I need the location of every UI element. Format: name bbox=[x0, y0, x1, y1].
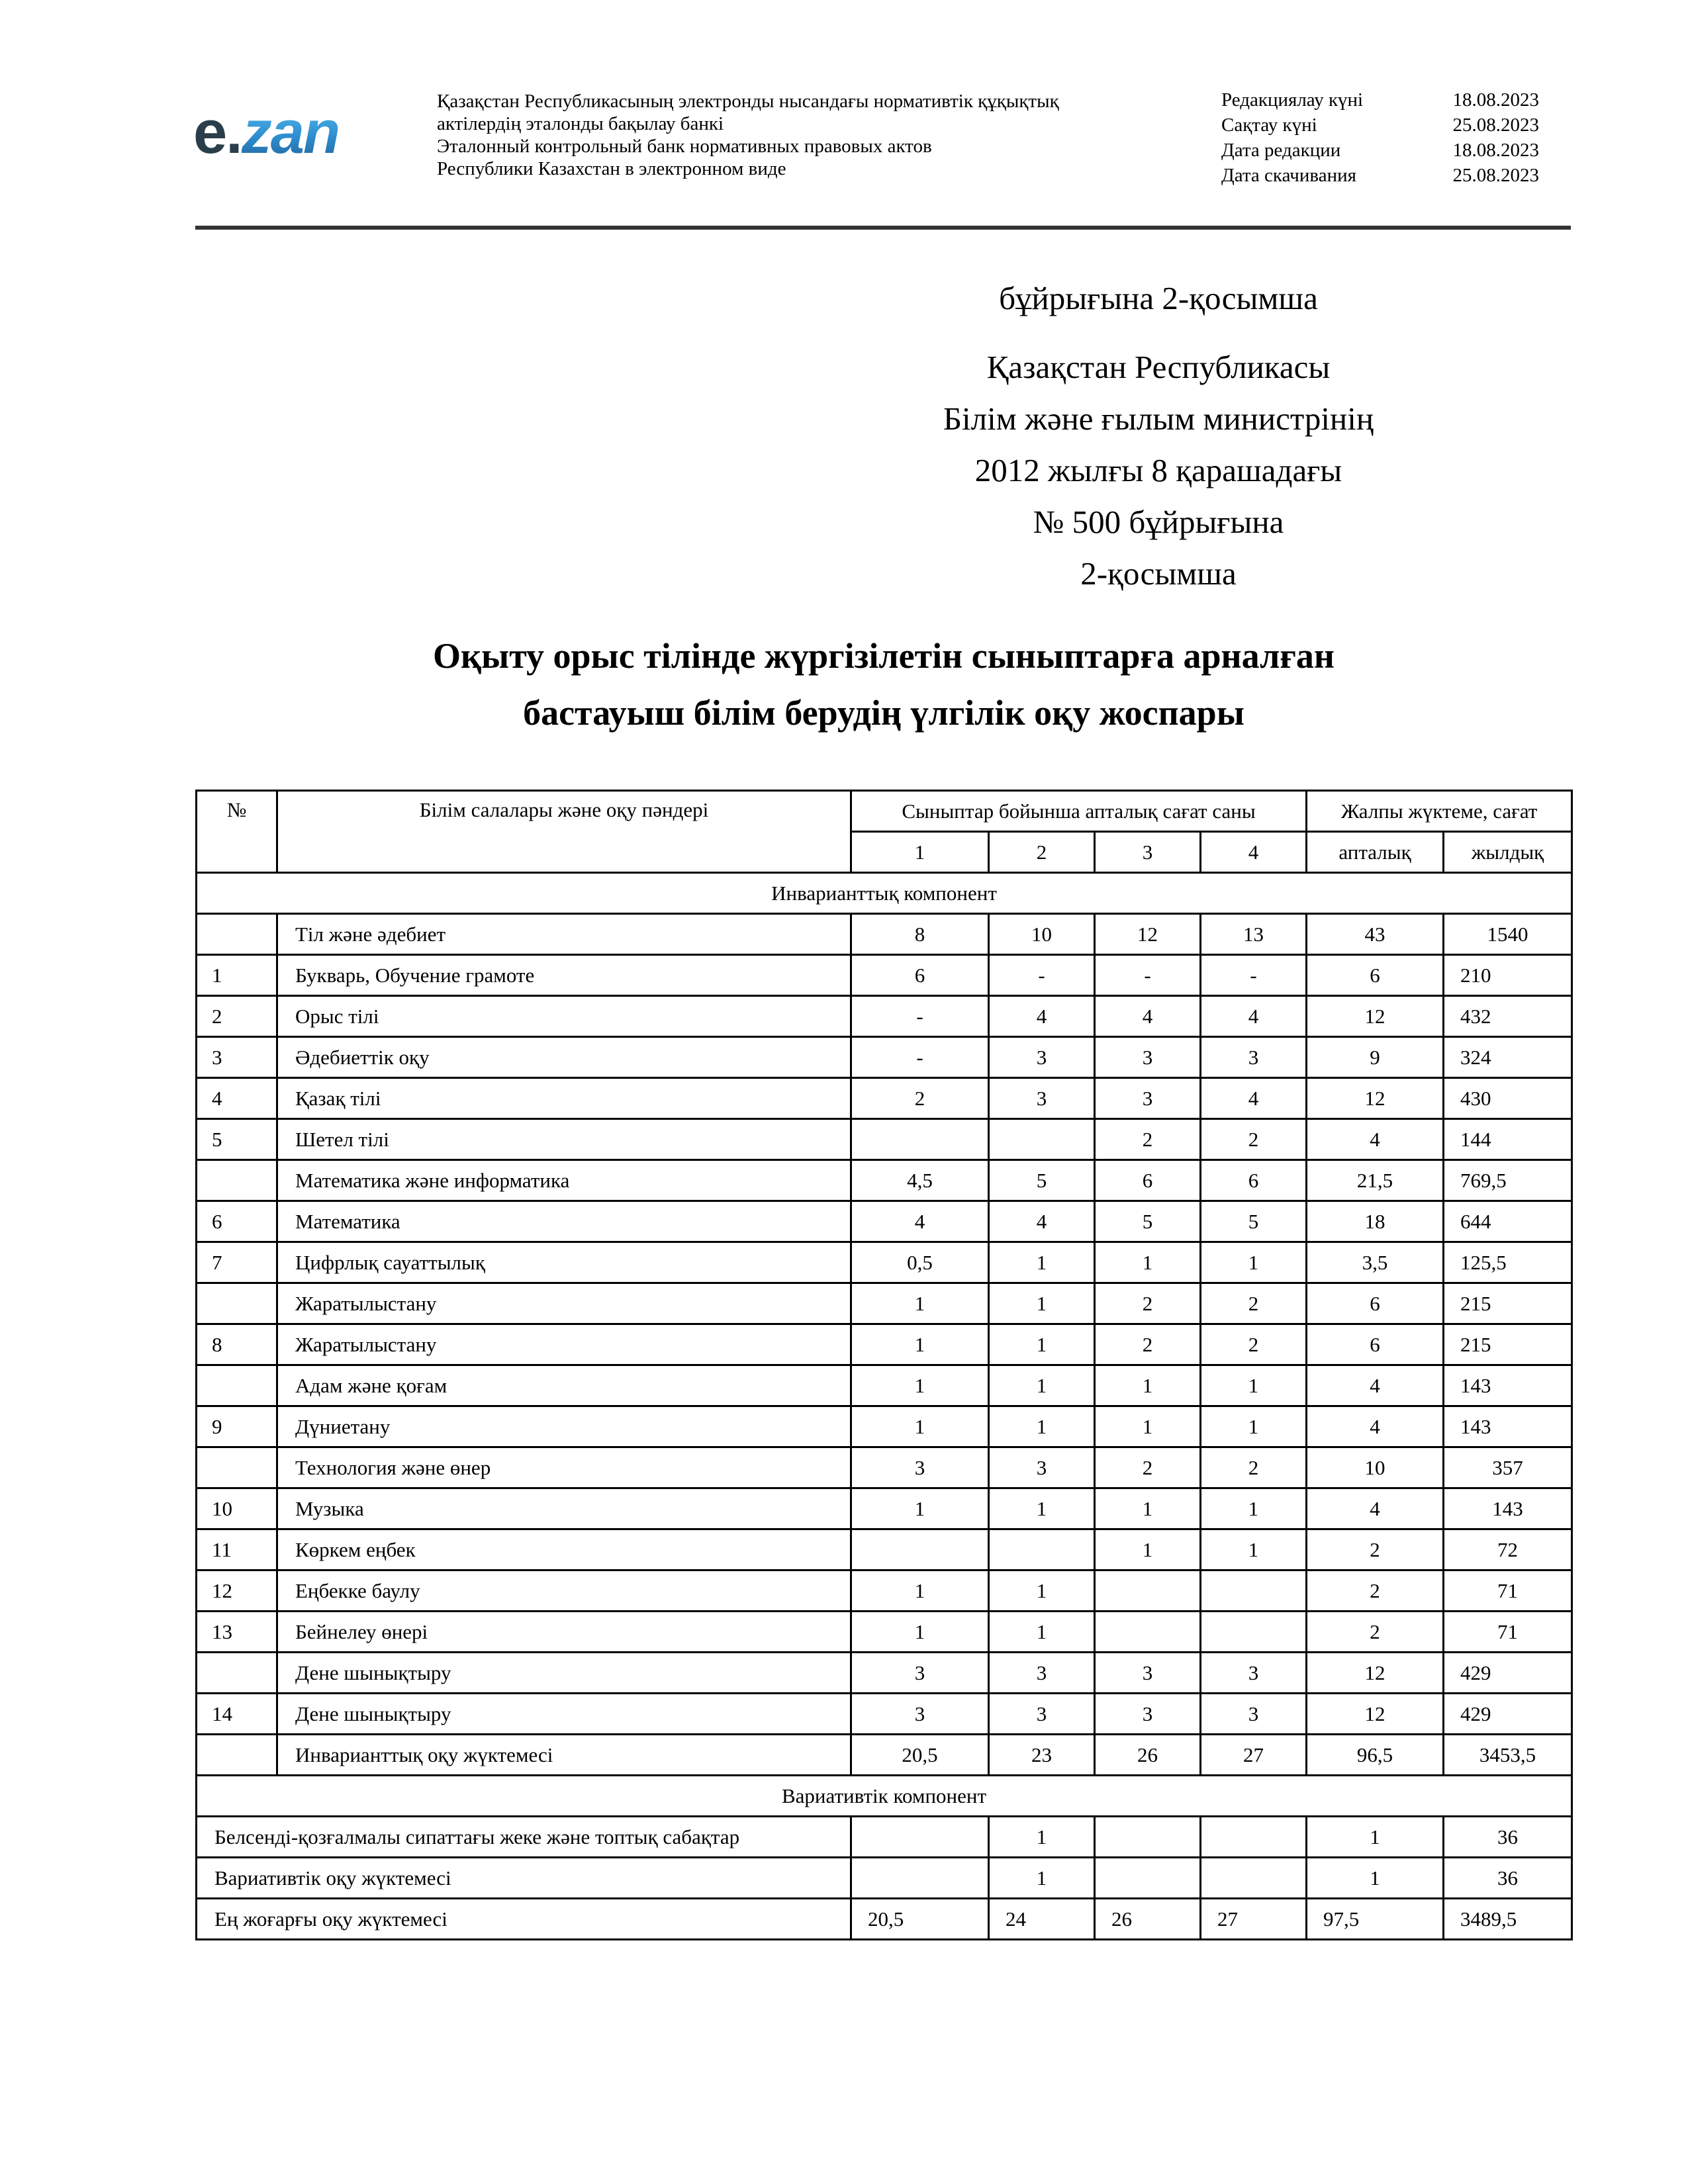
yearly-total: 72 bbox=[1444, 1529, 1572, 1570]
subject-name: Шетел тілі bbox=[277, 1119, 851, 1160]
grade-2-hours: 1 bbox=[989, 1488, 1095, 1529]
grade-1-hours: 1 bbox=[851, 1283, 989, 1324]
subject-group-row bbox=[197, 1160, 1572, 1201]
yearly-total: 430 bbox=[1444, 1078, 1572, 1119]
yearly-total: 429 bbox=[1444, 1694, 1572, 1735]
grade-4-hours: 2 bbox=[1201, 1119, 1307, 1160]
subject-name: Адам және қоғам bbox=[277, 1365, 851, 1406]
grade-3-hours: 6 bbox=[1095, 1160, 1201, 1201]
col-header-number: № bbox=[197, 791, 277, 873]
row-number: 6 bbox=[197, 1201, 277, 1242]
grade-4-hours: 3 bbox=[1201, 1653, 1307, 1694]
subject-name: Тіл және әдебиет bbox=[277, 914, 851, 955]
grade-2-hours: 1 bbox=[989, 1242, 1095, 1283]
yearly-total: 125,5 bbox=[1444, 1242, 1572, 1283]
subject-row bbox=[197, 955, 1572, 996]
grade-1-hours bbox=[851, 1858, 989, 1899]
grade-3-hours: 26 bbox=[1095, 1735, 1201, 1776]
subject-name: Музыка bbox=[277, 1488, 851, 1529]
col-header-yearly: жылдық bbox=[1444, 832, 1572, 873]
section-invariant: Инварианттық компонент bbox=[197, 873, 1572, 914]
subject-row bbox=[197, 1037, 1572, 1078]
grade-2-hours: 3 bbox=[989, 1653, 1095, 1694]
yearly-total: 71 bbox=[1444, 1612, 1572, 1653]
weekly-total: 1 bbox=[1307, 1817, 1444, 1858]
subject-name: Қазақ тілі bbox=[277, 1078, 851, 1119]
header-divider bbox=[195, 226, 1571, 230]
grade-3-hours: 2 bbox=[1095, 1447, 1201, 1488]
row-number: 5 bbox=[197, 1119, 277, 1160]
grade-4-hours: 2 bbox=[1201, 1324, 1307, 1365]
grade-3-hours: 3 bbox=[1095, 1037, 1201, 1078]
weekly-total: 18 bbox=[1307, 1201, 1444, 1242]
subject-name: Әдебиеттік оқу bbox=[277, 1037, 851, 1078]
weekly-total: 6 bbox=[1307, 1324, 1444, 1365]
grade-4-hours: 13 bbox=[1201, 914, 1307, 955]
subject-name: Бейнелеу өнері bbox=[277, 1612, 851, 1653]
subject-row bbox=[197, 1570, 1572, 1612]
grade-4-hours: 2 bbox=[1201, 1447, 1307, 1488]
yearly-total: 429 bbox=[1444, 1653, 1572, 1694]
weekly-total: 12 bbox=[1307, 996, 1444, 1037]
subject-row bbox=[197, 1078, 1572, 1119]
row-number: 12 bbox=[197, 1570, 277, 1612]
grade-3-hours: 3 bbox=[1095, 1078, 1201, 1119]
grade-3-hours bbox=[1095, 1858, 1201, 1899]
weekly-total: 2 bbox=[1307, 1529, 1444, 1570]
weekly-total: 12 bbox=[1307, 1653, 1444, 1694]
grade-3-hours: 2 bbox=[1095, 1119, 1201, 1160]
subject-group-row bbox=[197, 1283, 1572, 1324]
row-number: 14 bbox=[197, 1694, 277, 1735]
yearly-total: 3453,5 bbox=[1444, 1735, 1572, 1776]
grade-1-hours: 3 bbox=[851, 1694, 989, 1735]
grade-4-hours: 1 bbox=[1201, 1529, 1307, 1570]
yearly-total: 210 bbox=[1444, 955, 1572, 996]
grade-1-hours: 2 bbox=[851, 1078, 989, 1119]
col-header-weekly: апталық bbox=[1307, 832, 1444, 873]
grade-4-hours: 6 bbox=[1201, 1160, 1307, 1201]
registry-line: Қазақстан Республикасының электронды нысандағы нормативтік құқықтық bbox=[437, 91, 1059, 112]
weekly-total: 1 bbox=[1307, 1858, 1444, 1899]
subject-name: Цифрлық сауаттылық bbox=[277, 1242, 851, 1283]
grade-2-hours: 23 bbox=[989, 1735, 1095, 1776]
grade-3-hours: 1 bbox=[1095, 1406, 1201, 1447]
row-number bbox=[197, 1283, 277, 1324]
max-yearly: 3489,5 bbox=[1444, 1899, 1572, 1940]
registry-line: Республики Казахстан в электронном виде bbox=[437, 158, 786, 179]
weekly-total: 2 bbox=[1307, 1570, 1444, 1612]
grade-1-hours: 1 bbox=[851, 1406, 989, 1447]
subject-name: Технология және өнер bbox=[277, 1447, 851, 1488]
subject-name: Математика және информатика bbox=[277, 1160, 851, 1201]
weekly-total: 12 bbox=[1307, 1694, 1444, 1735]
max-weekly: 97,5 bbox=[1307, 1899, 1444, 1940]
grade-1-hours: 20,5 bbox=[851, 1735, 989, 1776]
grade-4-hours: 1 bbox=[1201, 1406, 1307, 1447]
grade-2-hours: 4 bbox=[989, 1201, 1095, 1242]
grade-2-hours: 1 bbox=[989, 1365, 1095, 1406]
col-header-grade-3: 3 bbox=[1095, 832, 1201, 873]
subject-name: Еңбекке баулу bbox=[277, 1570, 851, 1612]
grade-2-hours: 3 bbox=[989, 1447, 1095, 1488]
weekly-total: 43 bbox=[1307, 914, 1444, 955]
row-number bbox=[197, 1365, 277, 1406]
row-number: 13 bbox=[197, 1612, 277, 1653]
grade-3-hours: 2 bbox=[1095, 1283, 1201, 1324]
subject-row bbox=[197, 1529, 1572, 1570]
grade-2-hours: 1 bbox=[989, 1858, 1095, 1899]
subject-name: Дене шынықтыру bbox=[277, 1694, 851, 1735]
yearly-total: 215 bbox=[1444, 1283, 1572, 1324]
weekly-total: 4 bbox=[1307, 1406, 1444, 1447]
subject-row bbox=[197, 1488, 1572, 1529]
grade-1-hours: 1 bbox=[851, 1570, 989, 1612]
yearly-total: 36 bbox=[1444, 1817, 1572, 1858]
row-number: 8 bbox=[197, 1324, 277, 1365]
yearly-total: 357 bbox=[1444, 1447, 1572, 1488]
weekly-total: 96,5 bbox=[1307, 1735, 1444, 1776]
weekly-total: 4 bbox=[1307, 1488, 1444, 1529]
subject-name: Көркем еңбек bbox=[277, 1529, 851, 1570]
row-number: 2 bbox=[197, 996, 277, 1037]
registry-line: Эталонный контрольный банк нормативных правовых актов bbox=[437, 136, 932, 157]
save-date-kz: Сақтау күні 25.08.2023 bbox=[1221, 114, 1539, 136]
grade-2-hours: 4 bbox=[989, 996, 1095, 1037]
grade-2-hours: 1 bbox=[989, 1324, 1095, 1365]
ezan-logo: e.zan bbox=[193, 99, 340, 166]
row-number: 1 bbox=[197, 955, 277, 996]
subject-row bbox=[197, 1201, 1572, 1242]
subject-group-row bbox=[197, 1653, 1572, 1694]
col-header-grade-4: 4 bbox=[1201, 832, 1307, 873]
subject-group-row bbox=[197, 1447, 1572, 1488]
grade-3-hours: 5 bbox=[1095, 1201, 1201, 1242]
row-number: 7 bbox=[197, 1242, 277, 1283]
weekly-total: 9 bbox=[1307, 1037, 1444, 1078]
yearly-total: 143 bbox=[1444, 1406, 1572, 1447]
grade-1-hours: 1 bbox=[851, 1324, 989, 1365]
subject-name: Орыс тілі bbox=[277, 996, 851, 1037]
row-number bbox=[197, 914, 277, 955]
weekly-total: 10 bbox=[1307, 1447, 1444, 1488]
yearly-total: 1540 bbox=[1444, 914, 1572, 955]
grade-1-hours: 4,5 bbox=[851, 1160, 989, 1201]
grade-3-hours: 3 bbox=[1095, 1653, 1201, 1694]
grade-3-hours: - bbox=[1095, 955, 1201, 996]
grade-4-hours: 5 bbox=[1201, 1201, 1307, 1242]
max-g3: 26 bbox=[1095, 1899, 1201, 1940]
approval-line-top: бұйрығына 2-қосымша bbox=[999, 280, 1318, 316]
col-header-total-load: Жалпы жүктеме, сағат bbox=[1307, 791, 1572, 832]
yearly-total: 432 bbox=[1444, 996, 1572, 1037]
row-number bbox=[197, 1447, 277, 1488]
col-header-subject: Білім салалары және оқу пәндері bbox=[277, 791, 851, 873]
approval-block: Қазақстан Республикасы Білім және ғылым министрінің 2012 жылғы 8 қарашадағы № 500 бұйрығына 2-қосымша bbox=[943, 349, 1374, 592]
yearly-total: 143 bbox=[1444, 1488, 1572, 1529]
grade-2-hours: 10 bbox=[989, 914, 1095, 955]
grade-3-hours: 4 bbox=[1095, 996, 1201, 1037]
grade-3-hours: 1 bbox=[1095, 1242, 1201, 1283]
weekly-total: 6 bbox=[1307, 1283, 1444, 1324]
grade-4-hours: 2 bbox=[1201, 1283, 1307, 1324]
grade-3-hours: 1 bbox=[1095, 1365, 1201, 1406]
subject-name: Жаратылыстану bbox=[277, 1283, 851, 1324]
grade-1-hours: - bbox=[851, 996, 989, 1037]
grade-2-hours bbox=[989, 1529, 1095, 1570]
grade-2-hours: 5 bbox=[989, 1160, 1095, 1201]
grade-3-hours: 12 bbox=[1095, 914, 1201, 955]
grade-1-hours bbox=[851, 1817, 989, 1858]
weekly-total: 6 bbox=[1307, 955, 1444, 996]
subject-name: Букварь, Обучение грамоте bbox=[277, 955, 851, 996]
grade-4-hours: 4 bbox=[1201, 1078, 1307, 1119]
grade-1-hours: 3 bbox=[851, 1447, 989, 1488]
grade-1-hours: 1 bbox=[851, 1612, 989, 1653]
row-number: 10 bbox=[197, 1488, 277, 1529]
subject-name: Ең жоғарғы оқу жүктемесі bbox=[197, 1899, 851, 1940]
weekly-total: 2 bbox=[1307, 1612, 1444, 1653]
grade-1-hours bbox=[851, 1529, 989, 1570]
subject-group-row bbox=[197, 1365, 1572, 1406]
max-load-row bbox=[197, 1899, 1572, 1940]
subject-row bbox=[197, 1406, 1572, 1447]
grade-2-hours: 1 bbox=[989, 1817, 1095, 1858]
row-number bbox=[197, 1160, 277, 1201]
yearly-total: 769,5 bbox=[1444, 1160, 1572, 1201]
grade-4-hours: 27 bbox=[1201, 1735, 1307, 1776]
col-header-weekly-by-grade: Сыныптар бойынша апталық сағат саны bbox=[851, 791, 1307, 832]
grade-2-hours: 3 bbox=[989, 1037, 1095, 1078]
row-number: 9 bbox=[197, 1406, 277, 1447]
download-date-ru: Дата скачивания 25.08.2023 bbox=[1221, 165, 1539, 186]
variative-row bbox=[197, 1858, 1572, 1899]
yearly-total: 644 bbox=[1444, 1201, 1572, 1242]
weekly-total: 3,5 bbox=[1307, 1242, 1444, 1283]
subject-name: Вариативтік оқу жүктемесі bbox=[197, 1858, 851, 1899]
grade-4-hours bbox=[1201, 1612, 1307, 1653]
yearly-total: 143 bbox=[1444, 1365, 1572, 1406]
grade-1-hours: 1 bbox=[851, 1488, 989, 1529]
document-title: Оқыту орыс тілінде жүргізілетін сыныптарға арналған бастауыш білім берудің үлгілік оқу жоспары bbox=[432, 636, 1335, 733]
subject-group-row bbox=[197, 1735, 1572, 1776]
weekly-total: 21,5 bbox=[1307, 1160, 1444, 1201]
col-header-grade-1: 1 bbox=[851, 832, 989, 873]
subject-row bbox=[197, 1119, 1572, 1160]
subject-row bbox=[197, 1242, 1572, 1283]
grade-1-hours: 3 bbox=[851, 1653, 989, 1694]
yearly-total: 71 bbox=[1444, 1570, 1572, 1612]
edit-date-ru: Дата редакции 18.08.2023 bbox=[1221, 140, 1539, 161]
grade-2-hours: - bbox=[989, 955, 1095, 996]
max-g4: 27 bbox=[1201, 1899, 1307, 1940]
subject-name: Жаратылыстану bbox=[277, 1324, 851, 1365]
yearly-total: 36 bbox=[1444, 1858, 1572, 1899]
grade-3-hours bbox=[1095, 1570, 1201, 1612]
grade-3-hours: 2 bbox=[1095, 1324, 1201, 1365]
grade-1-hours: 6 bbox=[851, 955, 989, 996]
subject-row bbox=[197, 1324, 1572, 1365]
row-number bbox=[197, 1653, 277, 1694]
document-dates bbox=[1221, 87, 1539, 188]
row-number: 3 bbox=[197, 1037, 277, 1078]
grade-4-hours bbox=[1201, 1570, 1307, 1612]
subject-name: Дүниетану bbox=[277, 1406, 851, 1447]
weekly-total: 4 bbox=[1307, 1119, 1444, 1160]
grade-2-hours: 3 bbox=[989, 1078, 1095, 1119]
section-variative: Вариативтік компонент bbox=[197, 1776, 1572, 1817]
grade-3-hours bbox=[1095, 1817, 1201, 1858]
grade-2-hours: 3 bbox=[989, 1694, 1095, 1735]
yearly-total: 144 bbox=[1444, 1119, 1572, 1160]
grade-4-hours: 3 bbox=[1201, 1037, 1307, 1078]
grade-4-hours: 1 bbox=[1201, 1365, 1307, 1406]
subject-row bbox=[197, 996, 1572, 1037]
grade-1-hours: 1 bbox=[851, 1365, 989, 1406]
grade-4-hours: - bbox=[1201, 955, 1307, 996]
grade-4-hours bbox=[1201, 1858, 1307, 1899]
grade-1-hours: 4 bbox=[851, 1201, 989, 1242]
grade-4-hours: 4 bbox=[1201, 996, 1307, 1037]
weekly-total: 12 bbox=[1307, 1078, 1444, 1119]
grade-1-hours: 0,5 bbox=[851, 1242, 989, 1283]
yearly-total: 215 bbox=[1444, 1324, 1572, 1365]
registry-description bbox=[437, 90, 1059, 180]
grade-3-hours: 3 bbox=[1095, 1694, 1201, 1735]
grade-3-hours: 1 bbox=[1095, 1488, 1201, 1529]
grade-4-hours bbox=[1201, 1817, 1307, 1858]
max-g1: 20,5 bbox=[851, 1899, 989, 1940]
row-number: 4 bbox=[197, 1078, 277, 1119]
grade-1-hours bbox=[851, 1119, 989, 1160]
grade-2-hours: 1 bbox=[989, 1612, 1095, 1653]
max-g2: 24 bbox=[989, 1899, 1095, 1940]
subject-row bbox=[197, 1612, 1572, 1653]
registry-line: актілердің эталонды бақылау банкі bbox=[437, 113, 724, 134]
grade-1-hours: - bbox=[851, 1037, 989, 1078]
grade-4-hours: 1 bbox=[1201, 1242, 1307, 1283]
subject-group-row bbox=[197, 914, 1572, 955]
grade-3-hours: 1 bbox=[1095, 1529, 1201, 1570]
grade-4-hours: 3 bbox=[1201, 1694, 1307, 1735]
subject-name: Белсенді-қозғалмалы сипаттағы жеке және топтық сабақтар bbox=[197, 1817, 851, 1858]
grade-2-hours bbox=[989, 1119, 1095, 1160]
subject-name: Дене шынықтыру bbox=[277, 1653, 851, 1694]
edit-date-kz: Редакциялау күні 18.08.2023 bbox=[1221, 89, 1539, 111]
row-number bbox=[197, 1735, 277, 1776]
yearly-total: 324 bbox=[1444, 1037, 1572, 1078]
variative-row bbox=[197, 1817, 1572, 1858]
col-header-grade-2: 2 bbox=[989, 832, 1095, 873]
subject-name: Инварианттық оқу жүктемесі bbox=[277, 1735, 851, 1776]
grade-2-hours: 1 bbox=[989, 1406, 1095, 1447]
weekly-total: 4 bbox=[1307, 1365, 1444, 1406]
row-number: 11 bbox=[197, 1529, 277, 1570]
grade-3-hours bbox=[1095, 1612, 1201, 1653]
grade-2-hours: 1 bbox=[989, 1283, 1095, 1324]
curriculum-table bbox=[195, 790, 1573, 1940]
subject-row bbox=[197, 1694, 1572, 1735]
grade-4-hours: 1 bbox=[1201, 1488, 1307, 1529]
subject-name: Математика bbox=[277, 1201, 851, 1242]
grade-2-hours: 1 bbox=[989, 1570, 1095, 1612]
grade-1-hours: 8 bbox=[851, 914, 989, 955]
